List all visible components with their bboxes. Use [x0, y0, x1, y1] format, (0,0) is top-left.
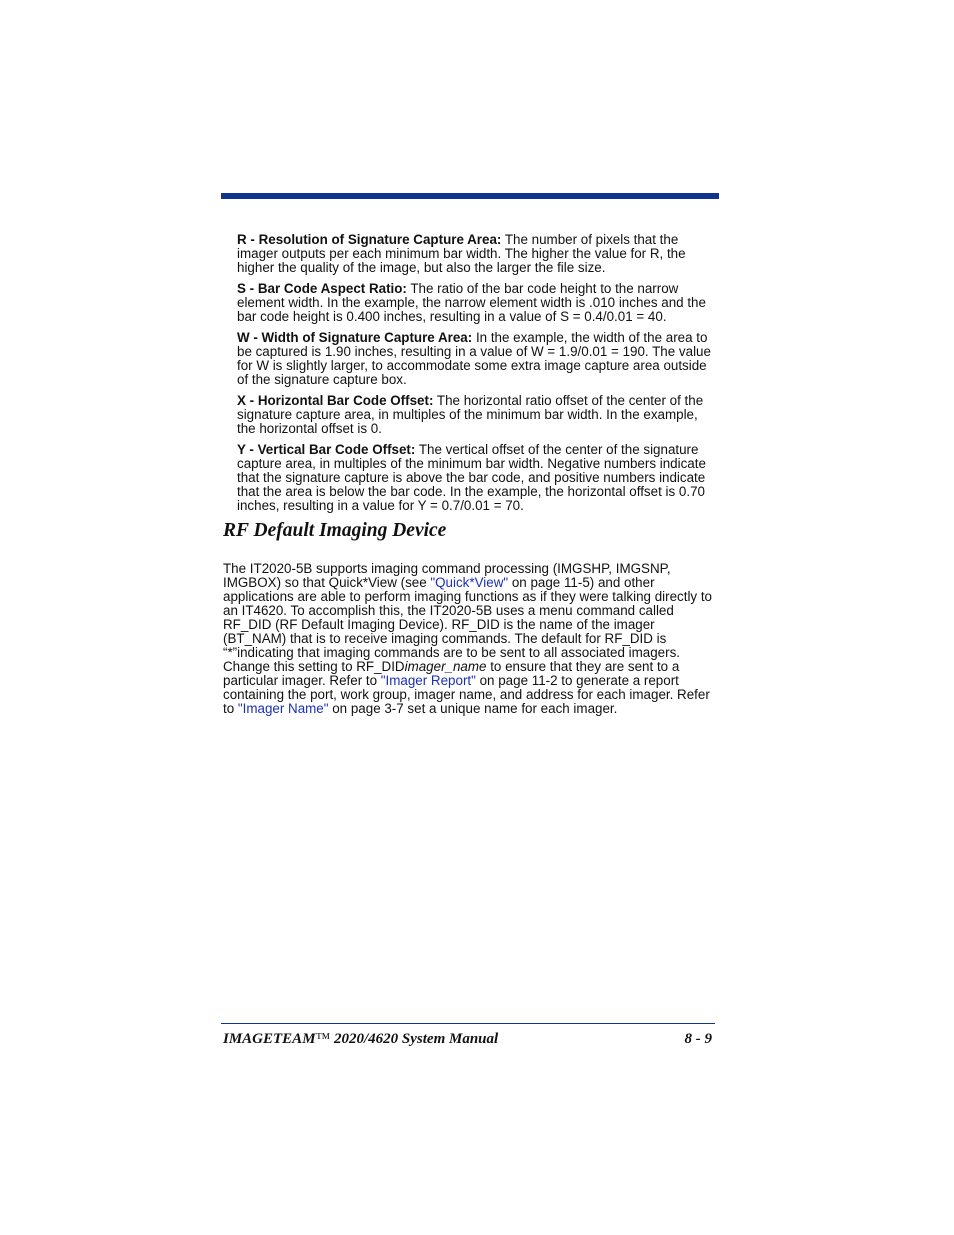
definition-y	[237, 443, 715, 513]
footer-manual-title	[223, 1030, 498, 1048]
definition-term: X - Horizontal Bar Code Offset:	[237, 393, 434, 408]
footer-title-text: IMAGETEAM	[223, 1031, 316, 1047]
quickview-link[interactable]: "Quick*View"	[430, 575, 509, 590]
definition-term: Y - Vertical Bar Code Offset:	[237, 442, 416, 457]
page-number: 8 - 9	[684, 1031, 712, 1047]
definition-s	[237, 282, 715, 324]
paragraph-text: to ensure that they are sent to a particular imager. Refer to	[223, 659, 680, 688]
definition-term: S - Bar Code Aspect Ratio:	[237, 281, 407, 296]
definition-text: The horizontal ratio offset of the center of the signature capture area, in multiples of the minimum bar width. In the example, the horizontal offset is 0.	[237, 393, 704, 436]
section-heading: RF Default Imaging Device	[223, 520, 447, 541]
section-paragraph	[223, 562, 717, 716]
paragraph-text: on page 11-2 to generate a report containing the port, work group, imager name, and address for each imager. Refer to	[223, 673, 710, 716]
footer-title-rest: 2020/4620 System Manual	[330, 1031, 499, 1047]
paragraph-italic: imager_name	[404, 659, 487, 674]
paragraph-text: on page 3-7 set a unique name for each imager.	[328, 701, 618, 716]
definition-text: The vertical offset of the center of the signature capture area, in multiples of the minimum bar width. Negative numbers indicate that the signature capture is above the bar code, and positive numbers indicate that the area is below the bar code. In the example, the horizontal offset is 0.70 inches, resulting in a value for Y = 0.7/0.01 = 70.	[237, 442, 706, 513]
definition-list	[237, 233, 715, 520]
definition-text: The number of pixels that the imager outputs per each minimum bar width. The higher the value for R, the higher the quality of the image, but also the larger the file size.	[237, 232, 686, 275]
imager-report-link[interactable]: "Imager Report"	[380, 673, 476, 688]
paragraph-text: The IT2020-5B supports imaging command processing (IMGSHP, IMGSNP, IMGBOX) so that Quick*View (see	[223, 561, 671, 590]
definition-term: R - Resolution of Signature Capture Area:	[237, 232, 502, 247]
definition-x	[237, 394, 715, 436]
imager-name-link[interactable]: "Imager Name"	[237, 701, 329, 716]
header-rule	[221, 193, 719, 199]
footer-rule	[221, 1023, 715, 1024]
definition-text: The ratio of the bar code height to the narrow element width. In the example, the narrow element width is .010 inches and the bar code height is 0.400 inches, resulting in a value of S = 0.4/0.01 = 40.	[237, 281, 706, 324]
trademark-symbol: ™	[315, 1031, 331, 1047]
definition-r	[237, 233, 715, 275]
definition-text: In the example, the width of the area to be captured is 1.90 inches, resulting in a value of W = 1.9/0.01 = 190. The value for W is slightly larger, to accommodate some extra image capture area outside of the signature capture box.	[237, 330, 711, 387]
definition-term: W - Width of Signature Capture Area:	[237, 330, 473, 345]
definition-w	[237, 331, 715, 387]
paragraph-text: on page 11-5) and other applications are able to perform imaging functions as if they were talking directly to an IT4620. To accomplish this, the IT2020-5B uses a menu command called RF_DID (RF Default Imaging Device). RF_DID is the name of the imager (BT_NAM) that is to receive imaging commands. The default for RF_DID is “*”indicating that imaging commands are to be sent to all associated imagers. Change this setting to RF_DID	[223, 575, 713, 674]
